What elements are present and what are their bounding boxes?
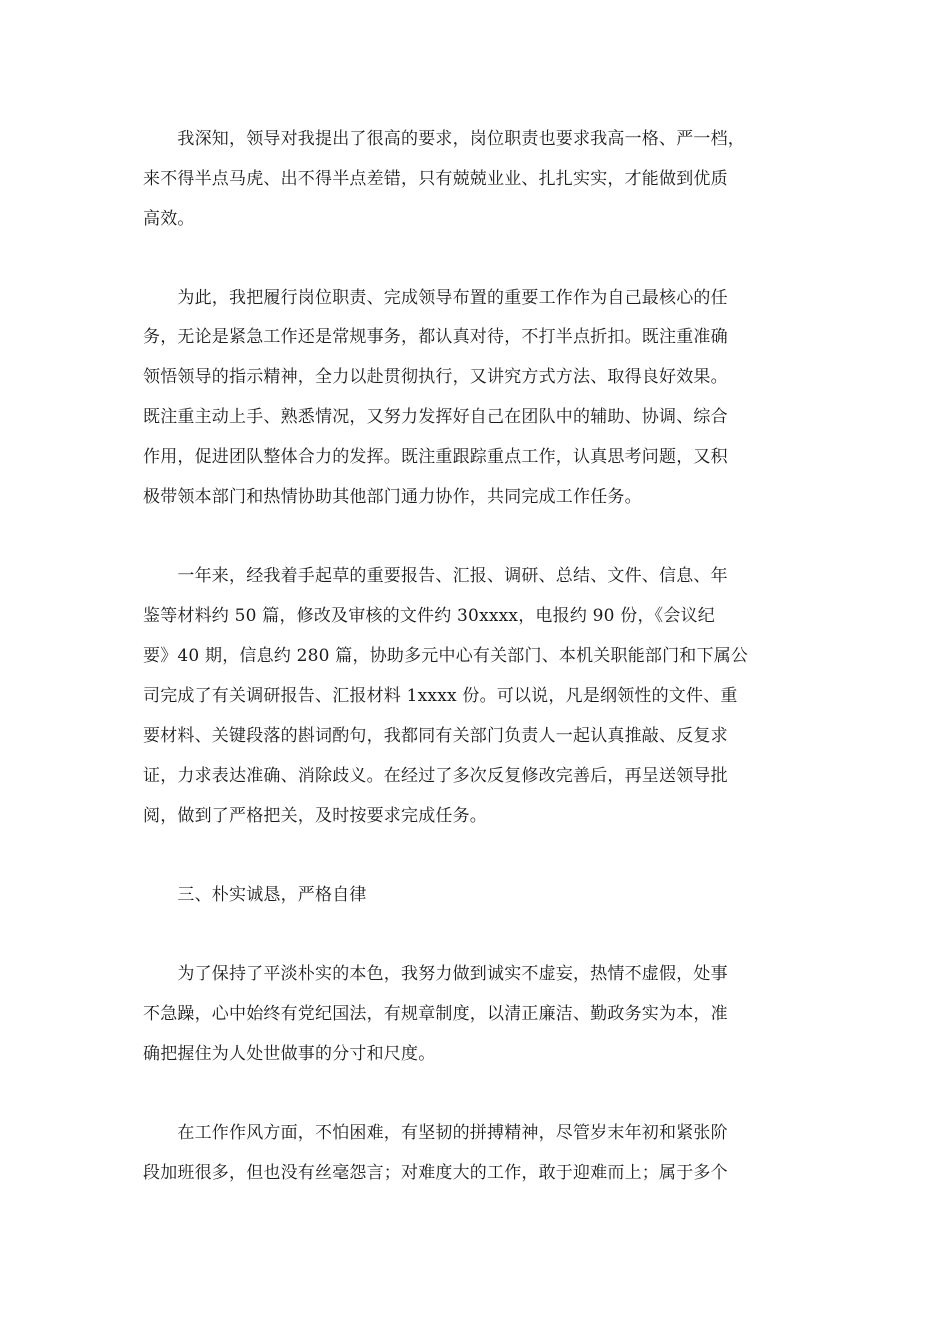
paragraph-2-line-1: 为此，我把履行岗位职责、完成领导布置的重要工作作为自己最核心的任 (143, 288, 728, 308)
paragraph-3-line-3: 要》40 期，信息约 280 篇，协助多元中心有关部门、本机关职能部门和下属公 (143, 646, 749, 666)
section-heading: 三、朴实诚恳，严格自律 (143, 885, 367, 905)
paragraph-1-line-2: 来不得半点马虎、出不得半点差错，只有兢兢业业、扎扎实实，才能做到优质 (143, 169, 728, 189)
paragraph-2-line-2: 务，无论是紧急工作还是常规事务，都认真对待，不打半点折扣。既注重准确 (143, 327, 728, 347)
paragraph-3-line-4: 司完成了有关调研报告、汇报材料 1xxxx 份。可以说，凡是纲领性的文件、重 (143, 686, 738, 706)
paragraph-2-line-5: 作用，促进团队整体合力的发挥。既注重跟踪重点工作，认真思考问题，又积 (143, 447, 728, 467)
paragraph-5-line-3: 确把握住为人处世做事的分寸和尺度。 (143, 1044, 436, 1064)
paragraph-2-line-3: 领悟领导的指示精神，全力以赴贯彻执行，又讲究方式方法、取得良好效果。 (143, 367, 728, 387)
paragraph-1-line-1: 我深知，领导对我提出了很高的要求，岗位职责也要求我高一格、严一档， (143, 129, 745, 149)
paragraph-2-line-6: 极带领本部门和热情协助其他部门通力协作，共同完成工作任务。 (143, 487, 642, 507)
paragraph-6-line-1: 在工作作风方面，不怕困难，有坚韧的拼搏精神，尽管岁末年初和紧张阶 (143, 1123, 728, 1143)
paragraph-5-line-1: 为了保持了平淡朴实的本色，我努力做到诚实不虚妄，热情不虚假，处事 (143, 964, 728, 984)
paragraph-3-line-6: 证，力求表达准确、消除歧义。在经过了多次反复修改完善后，再呈送领导批 (143, 766, 728, 786)
paragraph-3-line-1: 一年来，经我着手起草的重要报告、汇报、调研、总结、文件、信息、年 (143, 566, 728, 586)
paragraph-1-line-3: 高效。 (143, 209, 195, 229)
paragraph-3-line-2: 鉴等材料约 50 篇，修改及审核的文件约 30xxxx，电报约 90 份，《会议纪 (143, 606, 715, 626)
paragraph-5-line-2: 不急躁，心中始终有党纪国法，有规章制度，以清正廉洁、勤政务实为本，准 (143, 1004, 728, 1024)
paragraph-6-line-2: 段加班很多，但也没有丝毫怨言；对难度大的工作，敢于迎难而上；属于多个 (143, 1163, 728, 1183)
paragraph-3-line-7: 阅，做到了严格把关，及时按要求完成任务。 (143, 806, 487, 826)
paragraph-2-line-4: 既注重主动上手、熟悉情况，又努力发挥好自己在团队中的辅助、协调、综合 (143, 407, 728, 427)
paragraph-3-line-5: 要材料、关键段落的斟词酌句，我都同有关部门负责人一起认真推敲、反复求 (143, 726, 728, 746)
